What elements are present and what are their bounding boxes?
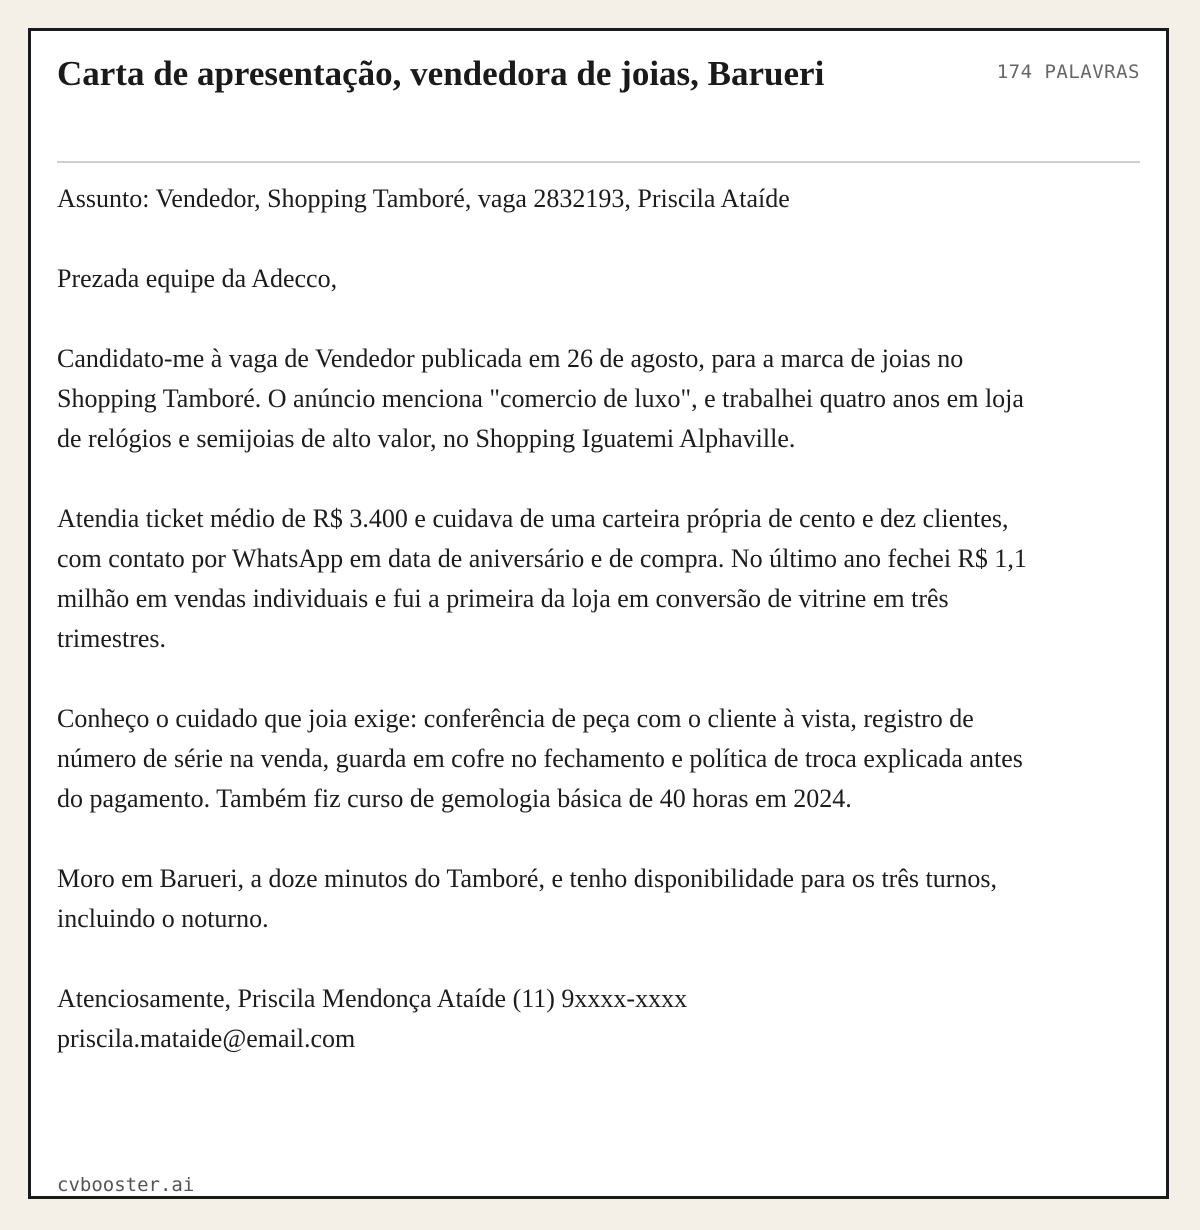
letter-header: [57, 31, 1140, 163]
letter-body: [57, 163, 1037, 1059]
subject-line: Assunto: Vendedor, Shopping Tamboré, vaga 2832193, Priscila Ataíde: [57, 184, 790, 213]
signature-block: Atenciosamente, Priscila Mendonça Ataíde (11) 9xxxx-xxxx priscila.mataide@email.com: [57, 984, 688, 1053]
body-paragraph: Atendia ticket médio de R$ 3.400 e cuidava de uma carteira própria de cento e dez clientes, com contato por WhatsApp em data de aniversário e de compra. No último ano fechei R$ 1,1 milhão em vendas individuais e fui a primeira da loja em conversão de vitrine em três trimestres.: [57, 504, 1027, 653]
salutation: Prezada equipe da Adecco,: [57, 264, 338, 293]
body-paragraph: Candidato-me à vaga de Vendedor publicada em 26 de agosto, para a marca de joias no Shopping Tamboré. O anúncio menciona "comercio de luxo", e trabalhei quatro anos em loja de relógios e semijoias de alto valor, no Shopping Iguatemi Alphaville.: [57, 344, 1024, 453]
cover-letter-card: [28, 28, 1169, 1199]
body-paragraph: Conheço o cuidado que joia exige: conferência de peça com o cliente à vista, registro de número de série na venda, guarda em cofre no fechamento e política de troca explicada antes do pagamento. Também fiz curso de gemologia básica de 40 horas em 2024.: [57, 704, 1023, 813]
letter-title: Carta de apresentação, vendedora de joias, Barueri: [57, 54, 825, 93]
word-count-badge: 174 PALAVRAS: [996, 61, 1140, 83]
body-paragraph: Moro em Barueri, a doze minutos do Tamboré, e tenho disponibilidade para os três turnos, incluindo o noturno.: [57, 864, 997, 933]
footer-brand: cvbooster.ai: [57, 1174, 195, 1196]
